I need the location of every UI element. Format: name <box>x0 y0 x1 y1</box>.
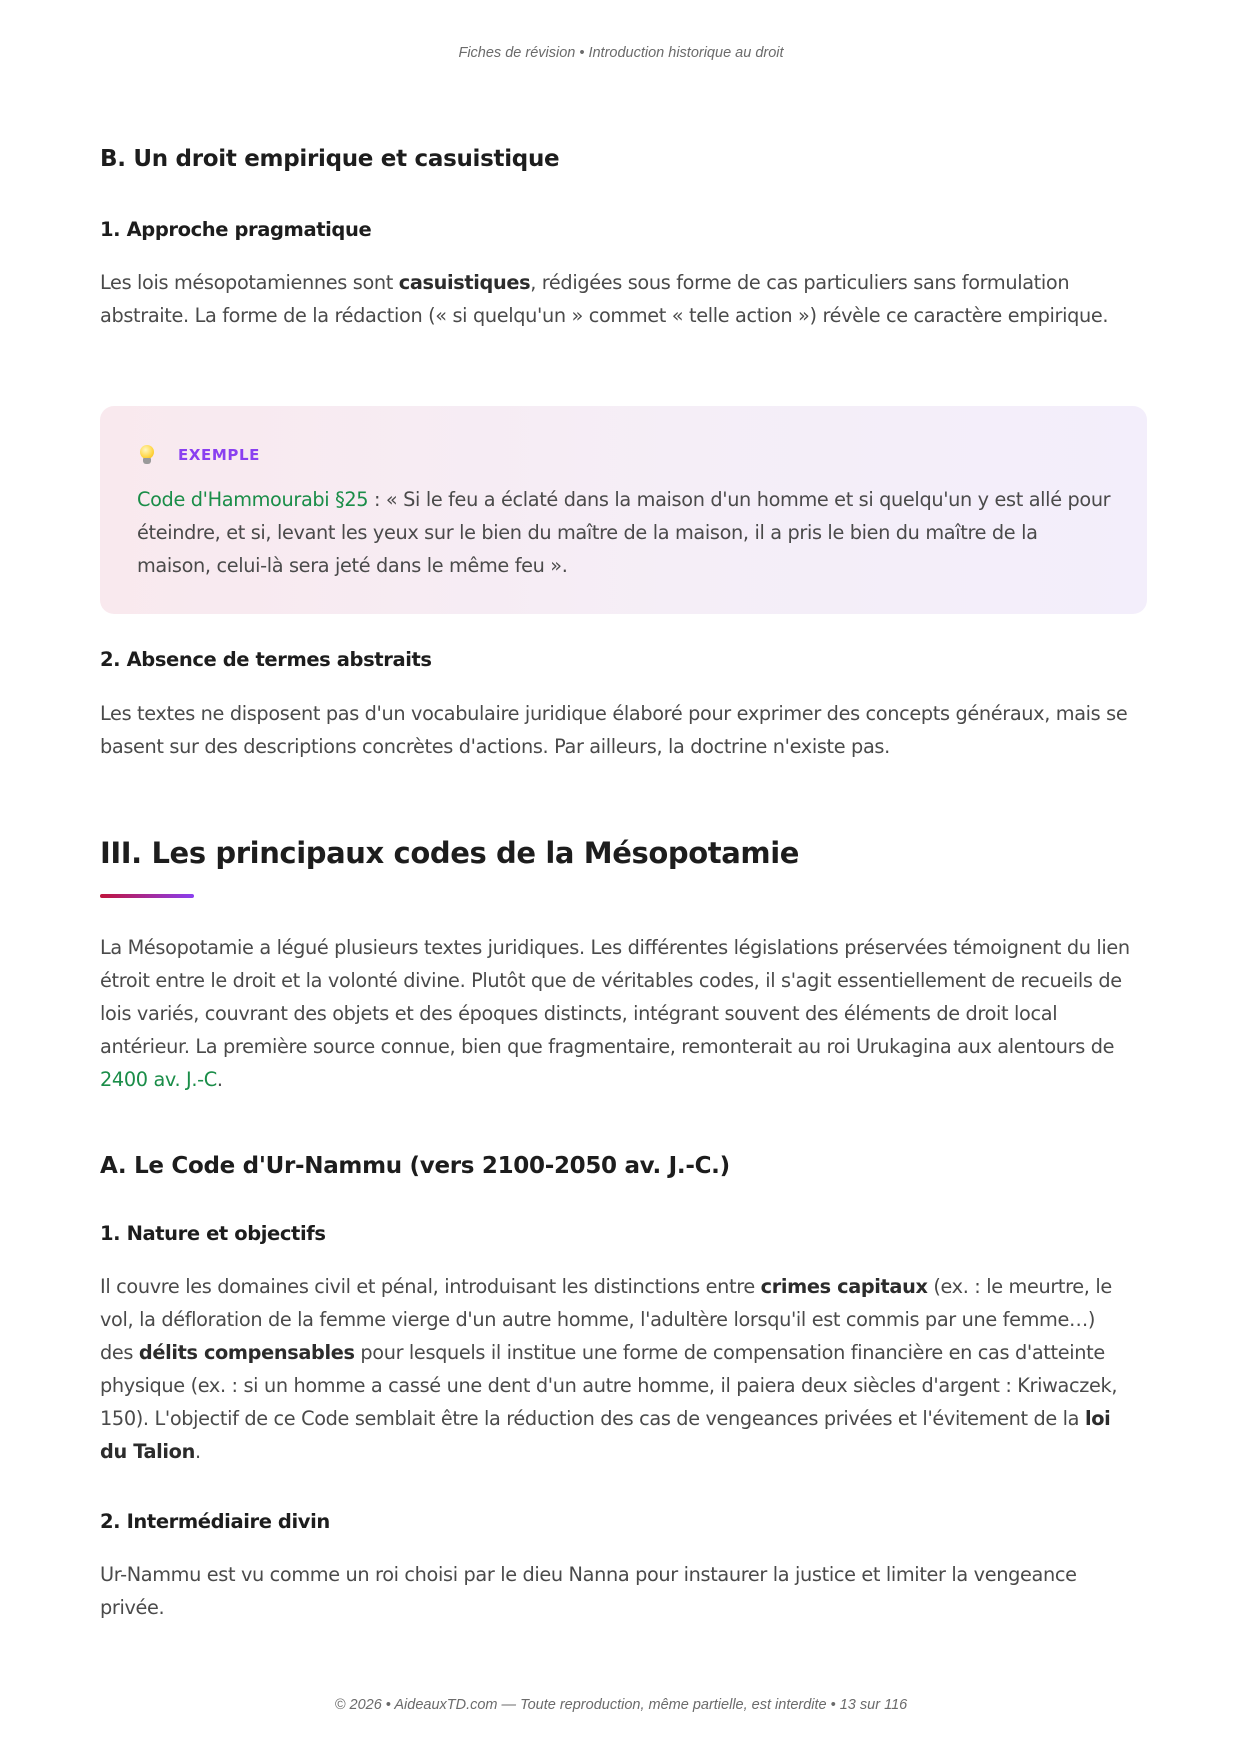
bold-term: loi du Talion <box>100 1407 1111 1463</box>
point-title-a2: 2. Intermédiaire divin <box>100 1510 330 1533</box>
section-underline <box>100 894 194 898</box>
section-title-iii: III. Les principaux codes de la Mésopotamie <box>100 836 800 870</box>
bold-term: crimes capitaux <box>760 1275 928 1298</box>
example-text <box>137 483 1117 582</box>
point-title-b2: 2. Absence de termes abstraits <box>100 648 432 671</box>
example-label: EXEMPLE <box>178 446 260 464</box>
bold-term: délits compensables <box>138 1341 355 1364</box>
text-run: Il couvre les domaines civil et pénal, introduisant les distinctions entre <box>100 1275 761 1298</box>
paragraph-a1 <box>100 1270 1130 1468</box>
paragraph-b1 <box>100 266 1130 332</box>
text-run: , rédigées sous forme de cas particuliers sans formulation abstraite. La forme de la rédaction (« si quelqu'un » commet « telle action ») révèle ce caractère empirique. <box>100 271 1109 327</box>
example-header <box>137 443 260 467</box>
text-run: (ex. : le meurtre, le vol, la défloration de la femme vierge d'un autre homme, l'adultère lorsqu'il est commis par une femme…) des <box>100 1275 1112 1364</box>
text-run: . <box>216 1068 223 1091</box>
subsection-title-b: B. Un droit empirique et casuistique <box>100 146 560 172</box>
subsection-title-a: A. Le Code d'Ur-Nammu (vers 2100-2050 av. J.-C.) <box>100 1153 730 1179</box>
text-run: pour lesquels il institue une forme de compensation financière en cas d'atteinte physique (ex. : si un homme a cassé une dent d'un autre homme, il paiera deux siècles d'argent : Kriwaczek, 150). L'objectif de ce Code semblait être la réduction des cas de vengeances privées et l'évitement de la <box>100 1341 1118 1430</box>
text-run: . <box>194 1440 201 1463</box>
text-run: : « Si le feu a éclaté dans la maison d'un homme et si quelqu'un y est allé pour éteindre, et si, levant les yeux sur le bien du maître de la maison, il a pris le bien du maître de la maison, celui-là sera jeté dans le même feu ». <box>137 488 1111 577</box>
page-footer: © 2026 • AideauxTD.com — Toute reproduction, même partielle, est interdite • 13 sur 116 <box>334 1697 908 1713</box>
lightbulb-icon <box>137 443 157 467</box>
text-run: Les lois mésopotamiennes sont <box>100 271 399 294</box>
point-title-b1: 1. Approche pragmatique <box>100 218 372 241</box>
running-header: Fiches de révision • Introduction historique au droit <box>458 45 784 61</box>
example-callout <box>100 406 1147 614</box>
paragraph-a2: Ur-Nammu est vu comme un roi choisi par le dieu Nanna pour instaurer la justice et limiter la vengeance privée. <box>100 1563 1077 1619</box>
paragraph-iii <box>100 931 1130 1096</box>
bold-term: casuistiques <box>398 271 531 294</box>
example-reference: Code d'Hammourabi §25 <box>137 488 369 511</box>
text-run: La Mésopotamie a légué plusieurs textes juridiques. Les différentes législations préservées témoignent du lien étroit entre le droit et la volonté divine. Plutôt que de véritables codes, il s'agit essentiellement de recueils de lois variés, couvrant des objets et des époques distincts, intégrant souvent des éléments de droit local antérieur. La première source connue, bien que fragmentaire, remonterait au roi Urukagina aux alentours de <box>100 936 1130 1058</box>
point-title-a1: 1. Nature et objectifs <box>100 1222 326 1245</box>
paragraph-b2: Les textes ne disposent pas d'un vocabulaire juridique élaboré pour exprimer des concepts généraux, mais se basent sur des descriptions concrètes d'actions. Par ailleurs, la doctrine n'existe pas. <box>100 702 1128 758</box>
date-highlight: 2400 av. J.-C <box>100 1068 217 1091</box>
